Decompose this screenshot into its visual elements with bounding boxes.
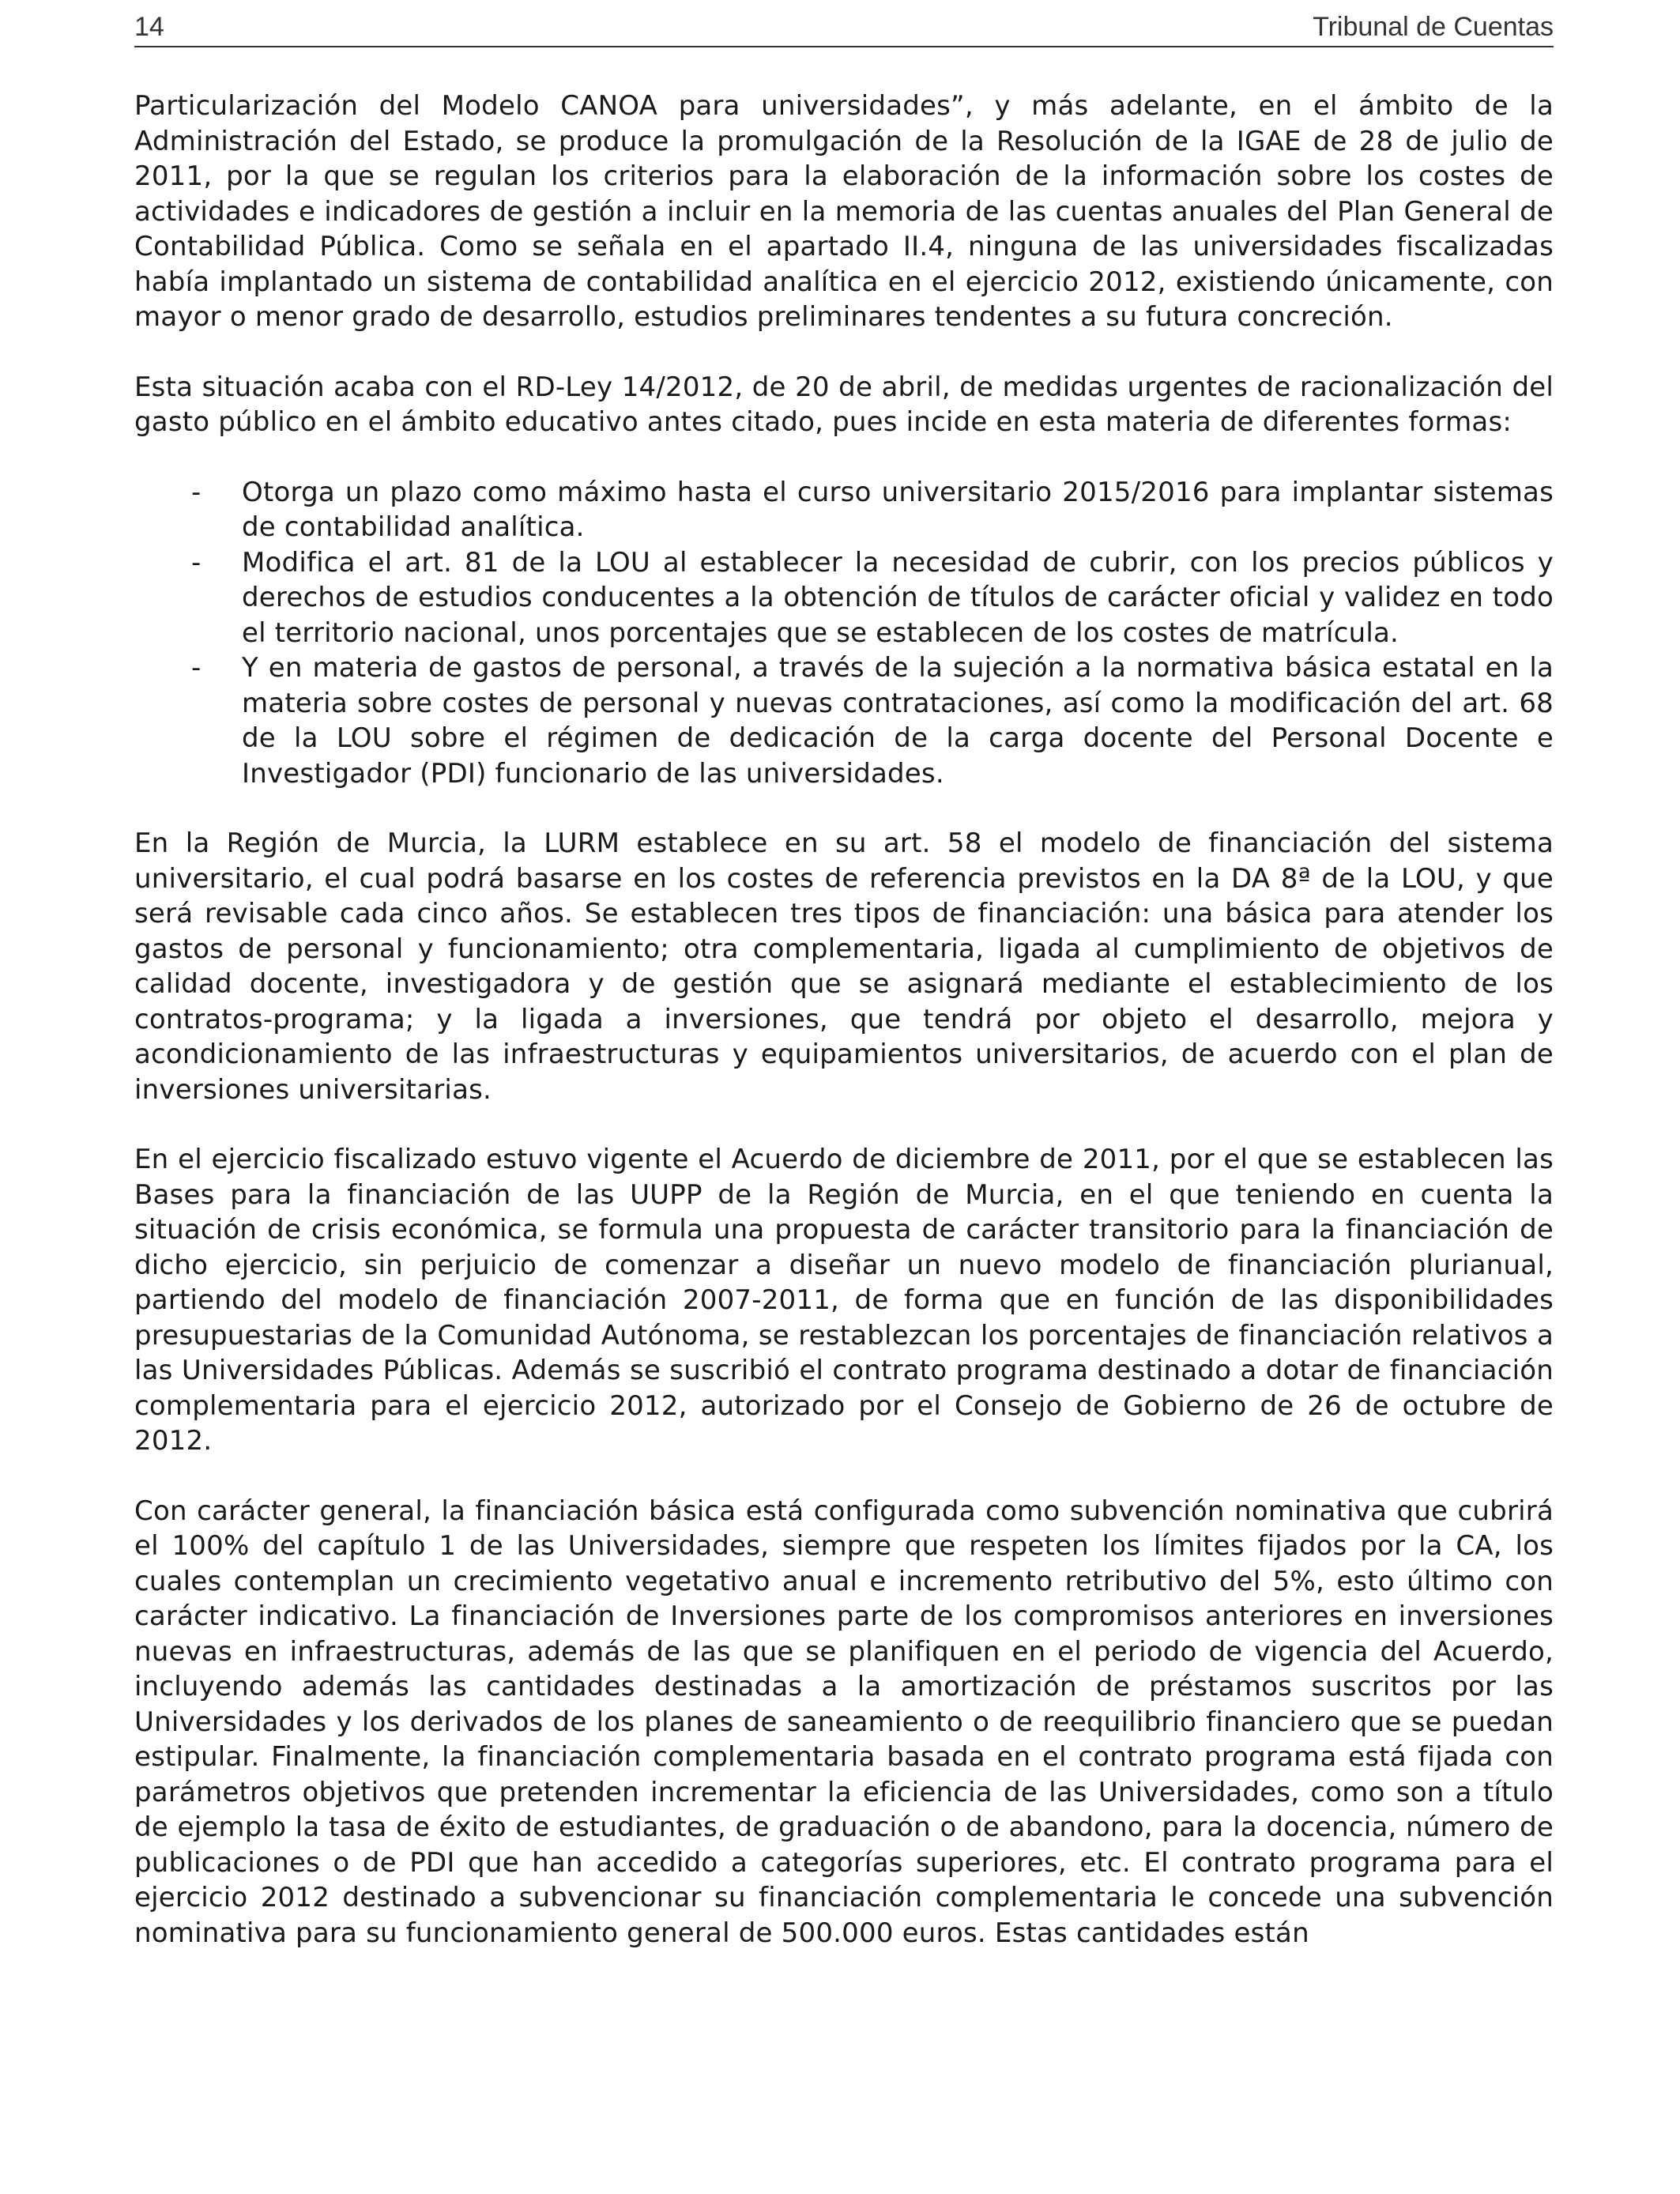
list-item-text: Modifica el art. 81 de la LOU al establecer la necesidad de cubrir, con los precios públicos y derechos de estudios conducentes a la obtención de títulos de carácter oficial y validez en todo el territorio nacional, unos porcentajes que se establecen de los costes de matrícula. [242,546,1554,649]
dash-bullet-icon: - [191,546,202,579]
paragraph-financiacion-basica: Con carácter general, la financiación básica está configurada como subvención nominativa que cubrirá el 100% del capítulo 1 de las Universidades, siempre que respeten los límites fijados por la CA, los cuales contemplan un crecimiento vegetativo anual e incremento retributivo del 5%, esto último con carácter indicativo. La financiación de Inversiones parte de los compromisos anteriores en inversiones nuevas en infraestructuras, además de las que se planifiquen en el periodo de vigencia del Acuerdo, incluyendo además las cantidades destinadas a la amortización de préstamos suscritos por las Universidades y los derivados de los planes de saneamiento o de reequilibrio financiero que se puedan estipular. Finalmente, la financiación complementaria basada en el contrato programa está fijada con parámetros objetivos que pretenden incrementar la eficiencia de las Universidades, como son a título de ejemplo la tasa de éxito de estudiantes, de graduación o de abandono, para la docencia, número de publicaciones o de PDI que han accedido a categorías superiores, etc. El contrato programa para el ejercicio 2012 destinado a subvencionar su financiación complementaria le concede una subvención nominativa para su funcionamiento general de 500.000 euros. Estas cantidades están [134,1495,1554,1949]
paragraph-acuerdo-2011: En el ejercicio fiscalizado estuvo vigente el Acuerdo de diciembre de 2011, por el que se establecen las Bases para la financiación de las UUPP de la Región de Murcia, en el que teniendo en cuenta la situación de crisis económica, se formula una propuesta de carácter transitorio para la financiación de dicho ejercicio, sin perjuicio de comenzar a diseñar un nuevo modelo de financiación plurianual, partiendo del modelo de financiación 2007-2011, de forma que en función de las disponibilidades presupuestarias de la Comunidad Autónoma, se restablezcan los porcentajes de financiación relativos a las Universidades Públicas. Además se suscribió el contrato programa destinado a dotar de financiación complementaria para el ejercicio 2012, autorizado por el Consejo de Gobierno de 26 de octubre de 2012. [134,1144,1554,1457]
page-number: 14 [134,12,164,42]
list-item-text: Y en materia de gastos de personal, a través de la sujeción a la normativa básica estatal en la materia sobre costes de personal y nuevas contrataciones, así como la modificación del art. 68 de la LOU sobre el régimen de dedicación de la carga docente del Personal Docente e Investigador (PDI) funcionario de las universidades. [242,652,1554,790]
paragraph-lurm-financing: En la Región de Murcia, la LURM establece en su art. 58 el modelo de financiación del sistema universitario, el cual podrá basarse en los costes de referencia previstos en la DA 8ª de la LOU, y que será revisable cada cinco años. Se establecen tres tipos de financiación: una básica para atender los gastos de personal y funcionamiento; otra complementaria, ligada al cumplimiento de objetivos de calidad docente, investigadora y de gestión que se asignará mediante el establecimiento de los contratos-programa; y la ligada a inversiones, que tendrá por objeto el desarrollo, mejora y acondicionamiento de las infraestructuras y equipamientos universitarios, de acuerdo con el plan de inversiones universitarias. [134,827,1554,1106]
dash-bullet-icon: - [191,476,202,508]
list-item [134,650,1554,791]
list-item [134,545,1554,651]
paragraph-rd-ley: Esta situación acaba con el RD-Ley 14/2012, de 20 de abril, de medidas urgentes de racionalización del gasto público en el ámbito educativo antes citado, pues incide en esta materia de diferentes formas: [134,371,1554,438]
page-header [134,8,1554,47]
paragraph-canoa-model: Particularización del Modelo CANOA para universidades”, y más adelante, en el ámbito de la Administración del Estado, se produce la promulgación de la Resolución de la IGAE de 28 de julio de 2011, por la que se regulan los criterios para la elaboración de la información sobre los costes de actividades e indicadores de gestión a incluir en la memoria de las cuentas anuales del Plan General de Contabilidad Pública. Como se señala en el apartado II.4, ninguna de las universidades fiscalizadas había implantado un sistema de contabilidad analítica en el ejercicio 2012, existiendo únicamente, con mayor o menor grado de desarrollo, estudios preliminares tendentes a su futura concreción. [134,90,1554,333]
document-body [134,89,1554,1985]
list-item-text: Otorga un plazo como máximo hasta el curso universitario 2015/2016 para implantar sistemas de contabilidad analítica. [242,476,1554,543]
running-header-title: Tribunal de Cuentas [1313,12,1554,42]
measures-list [134,475,1554,792]
list-item [134,475,1554,545]
dash-bullet-icon: - [191,652,202,684]
